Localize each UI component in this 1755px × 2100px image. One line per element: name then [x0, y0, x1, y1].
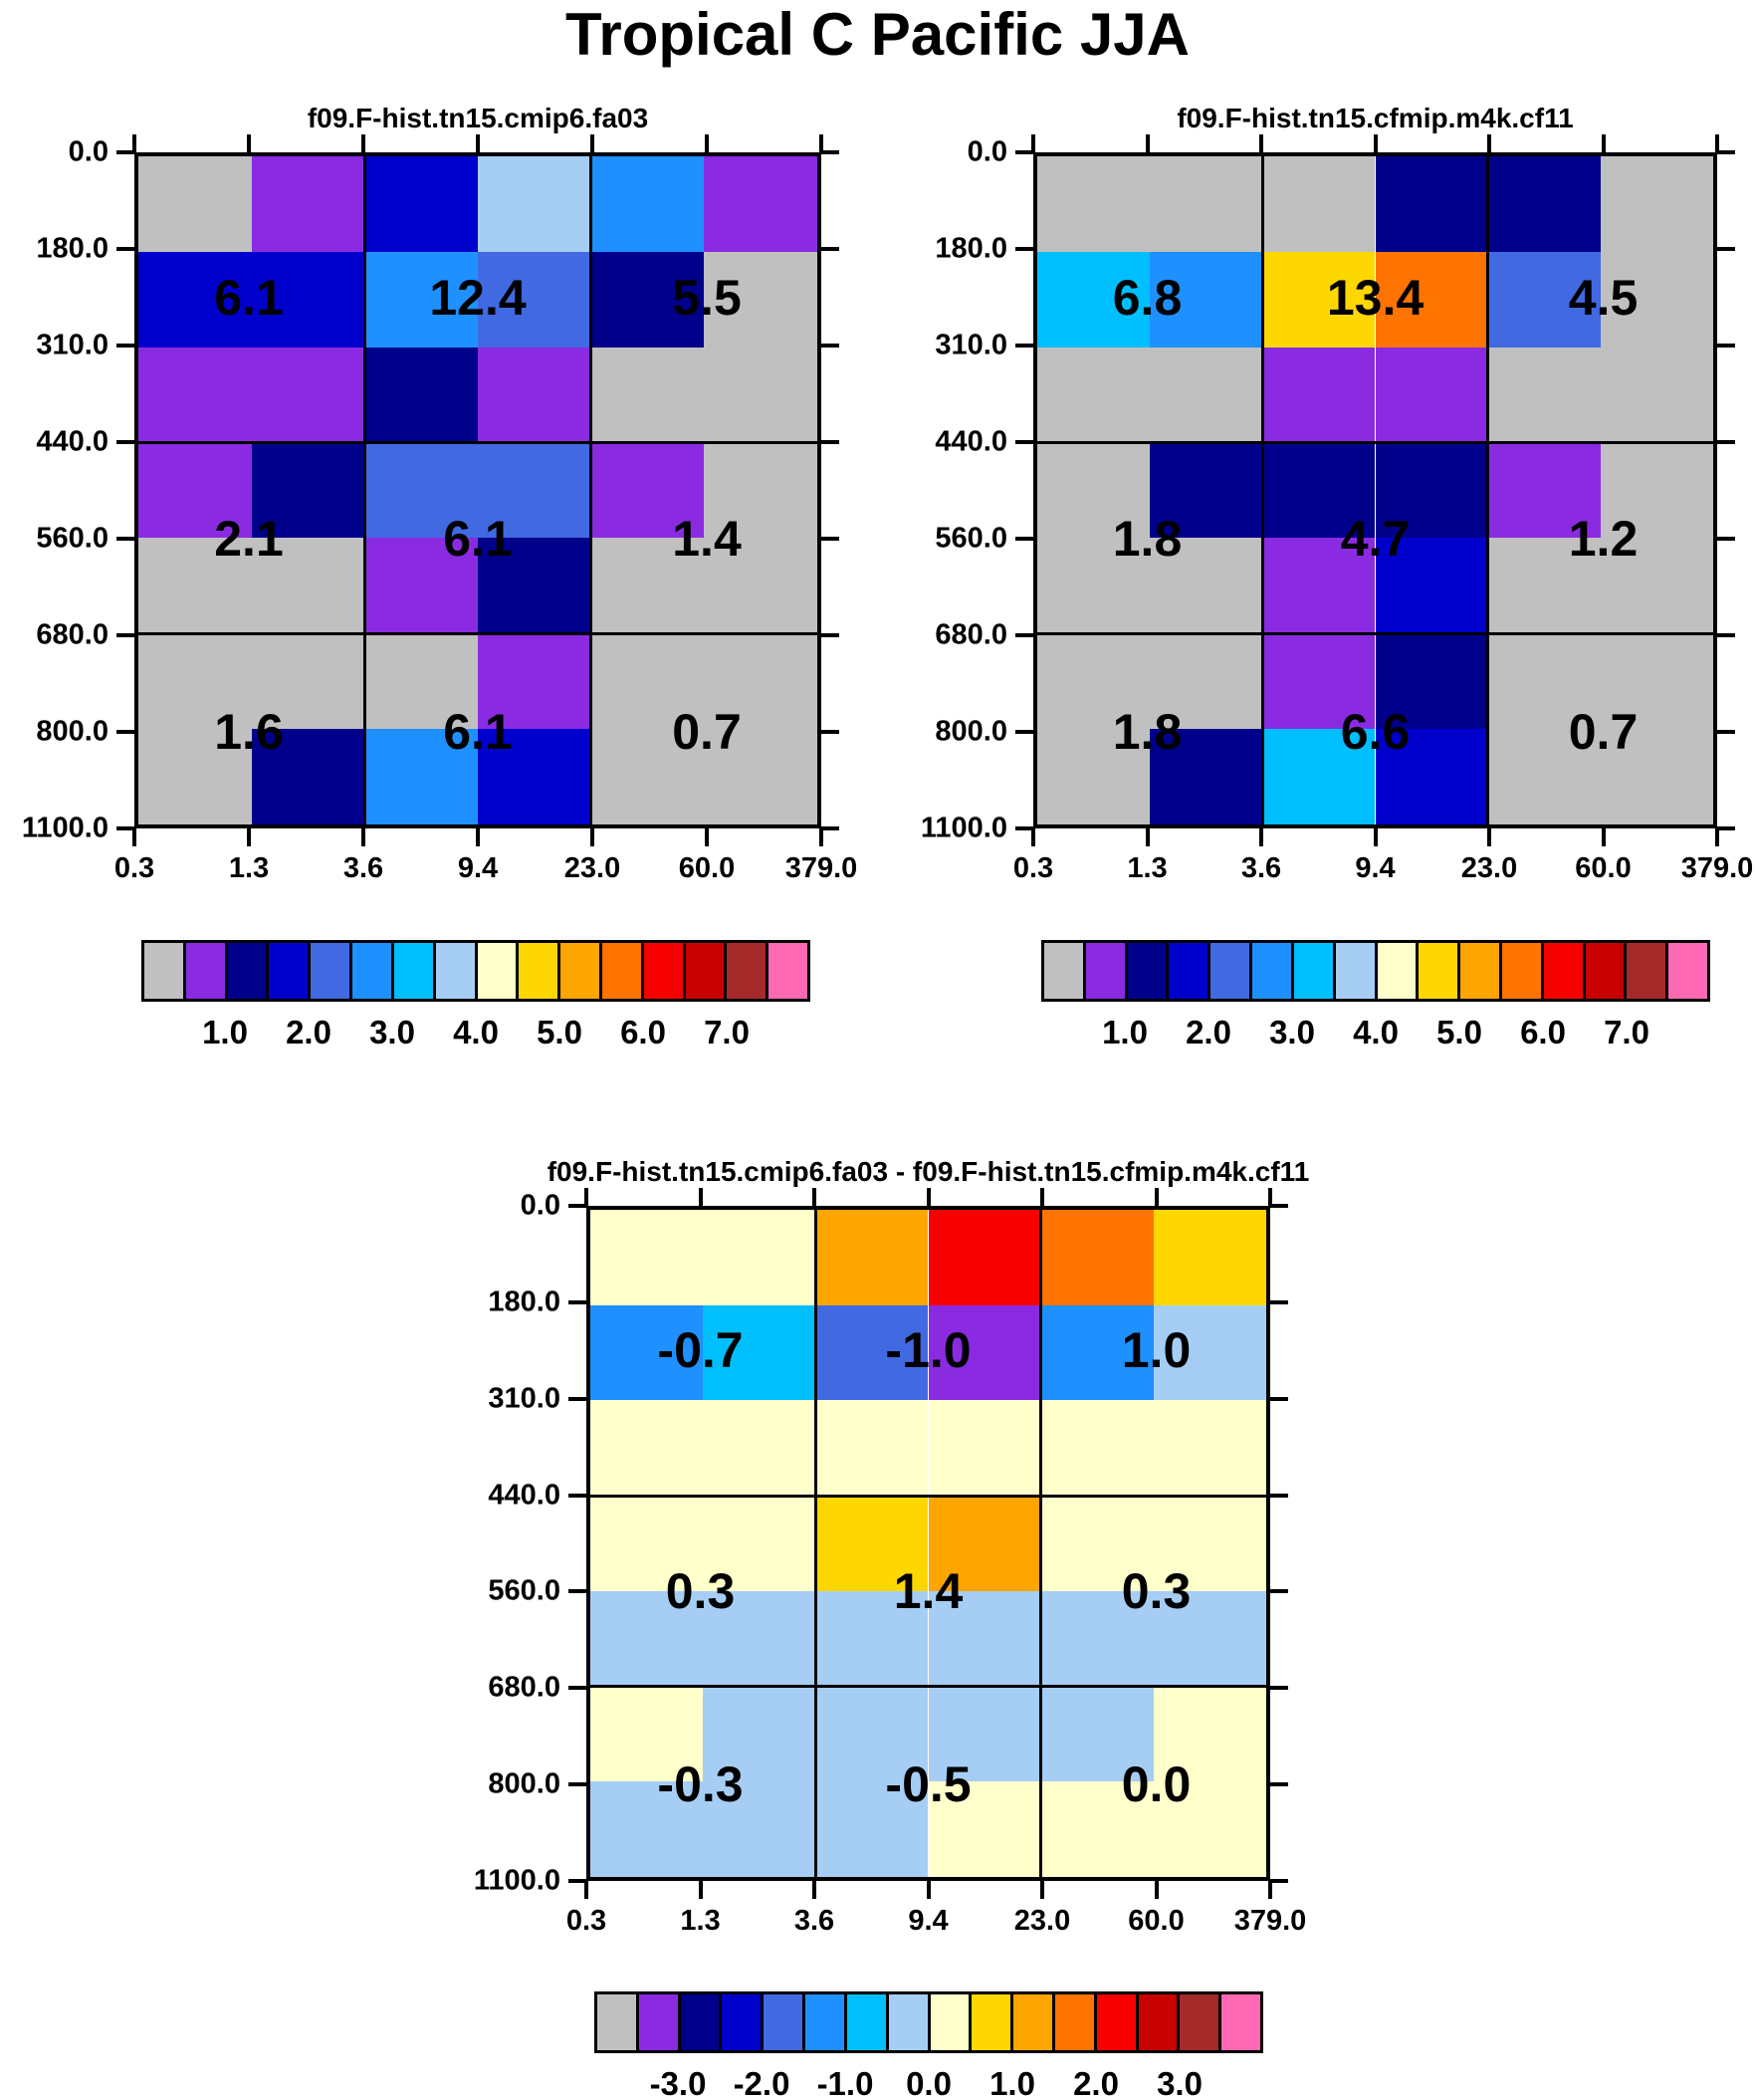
y-tick-label: 800.0: [935, 715, 1007, 748]
gridline-vertical: [1486, 156, 1489, 824]
x-tick-mark-top: [1602, 134, 1606, 152]
heatmap-cell: [1262, 348, 1375, 443]
y-tick-mark-right: [1717, 150, 1735, 154]
gridline-horizontal: [138, 632, 817, 635]
colorbar-box-orange: [560, 943, 602, 999]
colorbar-box-gold: [972, 1994, 1013, 2050]
y-tick-mark-left: [568, 1397, 586, 1401]
x-tick-label: 9.4: [457, 852, 499, 884]
colorbar-box-blue: [269, 943, 311, 999]
y-tick-mark-left: [568, 1589, 586, 1593]
heatmap-cell: [1150, 348, 1262, 443]
y-tick-label: 440.0: [36, 425, 109, 458]
y-tick-mark-left: [116, 537, 134, 541]
y-tick-mark-right: [1270, 1494, 1288, 1498]
cell-value-label: 1.6: [214, 704, 284, 760]
heatmap-cell: [1154, 1400, 1266, 1496]
colorbar-label: 3.0: [369, 1014, 415, 1050]
y-tick-label: 800.0: [488, 1767, 560, 1800]
y-tick-mark-right: [1270, 1686, 1288, 1690]
cell-value-label: 6.6: [1340, 704, 1411, 760]
x-tick-label: 9.4: [1355, 852, 1396, 884]
y-tick-mark-left: [1015, 826, 1033, 830]
y-tick-mark-left: [1015, 730, 1033, 734]
gridline-horizontal: [590, 1495, 1266, 1498]
colorbar-label: 0.0: [906, 2065, 952, 2100]
panel-title: f09.F-hist.tn15.cmip6.fa03 - f09.F-hist.tn15.cfmip.m4k.cf11: [547, 1156, 1310, 1187]
x-tick-mark-bottom: [1602, 828, 1606, 846]
cell-value-label: 6.8: [1112, 269, 1183, 326]
cell-value-label: 4.7: [1340, 511, 1411, 567]
x-tick-mark-top: [247, 134, 251, 152]
heatmap-cell: [590, 1210, 703, 1305]
y-tick-mark-left: [568, 1686, 586, 1690]
y-tick-mark-right: [1270, 1782, 1288, 1786]
colorbar-box-cream: [931, 1994, 973, 2050]
y-tick-label: 800.0: [36, 715, 109, 748]
colorbar-box-cream: [478, 943, 520, 999]
gridline-horizontal: [138, 441, 817, 444]
heatmap-cell: [591, 156, 705, 252]
x-tick-mark-top: [1155, 1188, 1159, 1206]
colorbar-label: -2.0: [733, 2065, 790, 2100]
x-tick-label: 379.0: [1680, 852, 1754, 884]
y-tick-label: 560.0: [488, 1574, 560, 1607]
y-tick-mark-left: [1015, 247, 1033, 251]
y-tick-mark-right: [1717, 633, 1735, 637]
x-tick-mark-bottom: [361, 828, 365, 846]
panel-title: f09.F-hist.tn15.cfmip.m4k.cf11: [1177, 103, 1574, 133]
heatmap-cell: [1037, 156, 1150, 252]
colorbar-label: 6.0: [1520, 1014, 1566, 1050]
colorbar-box-red: [644, 943, 686, 999]
heatmap-cell: [1041, 1400, 1154, 1496]
heatmap-cell: [138, 348, 252, 443]
colorbar-box-royal: [311, 943, 352, 999]
gridline-vertical: [363, 156, 366, 824]
y-tick-mark-left: [1015, 440, 1033, 444]
y-tick-label: 0.0: [68, 135, 109, 168]
gridline-vertical: [1039, 1210, 1042, 1877]
x-tick-mark-top: [361, 134, 365, 152]
heatmap-cell: [252, 156, 365, 252]
heatmap-cell: [1037, 348, 1150, 443]
x-tick-label: 3.6: [1240, 852, 1282, 884]
colorbar-label: 5.0: [537, 1014, 582, 1050]
colorbar-box-navy: [681, 1994, 723, 2050]
heatmap-cell: [929, 1210, 1041, 1305]
x-tick-label: 1.3: [228, 852, 270, 884]
cell-value-label: 1.2: [1568, 511, 1639, 567]
x-tick-mark-top: [476, 134, 480, 152]
y-tick-mark-right: [1270, 1397, 1288, 1401]
cell-value-label: 0.7: [1568, 704, 1639, 760]
heatmap-cell: [478, 156, 591, 252]
y-tick-mark-left: [116, 150, 134, 154]
heatmap-cell: [1154, 1210, 1266, 1305]
heatmap-cell: [929, 1400, 1041, 1496]
heatmap-cell: [1601, 348, 1713, 443]
heatmap-cell: [364, 348, 478, 443]
heatmap-cell: [364, 156, 478, 252]
gridline-vertical: [814, 1210, 817, 1877]
x-tick-mark-bottom: [1146, 828, 1150, 846]
cell-value-label: 4.5: [1568, 269, 1639, 326]
x-tick-label: 379.0: [1233, 1905, 1307, 1937]
colorbar-box-gray: [144, 943, 186, 999]
cell-value-label: 6.1: [443, 511, 513, 567]
colorbar-box-lightblue: [889, 1994, 931, 2050]
x-tick-mark-top: [1040, 1188, 1044, 1206]
colorbar-box-blue: [1169, 943, 1210, 999]
y-tick-mark-right: [1717, 440, 1735, 444]
y-tick-mark-left: [568, 1782, 586, 1786]
colorbar-box-pink: [1221, 1994, 1260, 2050]
y-tick-label: 680.0: [935, 618, 1007, 651]
heatmap-cell: [703, 1210, 815, 1305]
colorbar-box-blue: [722, 1994, 764, 2050]
x-tick-mark-bottom: [476, 828, 480, 846]
x-tick-label: 1.3: [1127, 852, 1168, 884]
x-tick-mark-top: [1487, 134, 1491, 152]
x-tick-label: 9.4: [908, 1905, 949, 1937]
colorbar-label: 2.0: [1073, 2065, 1119, 2100]
heatmap-cell: [478, 348, 591, 443]
y-tick-label: 180.0: [488, 1285, 560, 1318]
x-tick-mark-top: [590, 134, 594, 152]
gridline-horizontal: [1037, 632, 1713, 635]
x-tick-mark-top: [812, 1188, 816, 1206]
y-tick-label: 440.0: [935, 425, 1007, 458]
x-tick-mark-bottom: [1715, 828, 1719, 846]
cell-value-label: -0.5: [885, 1756, 972, 1813]
colorbar-box-orange: [1013, 1994, 1055, 2050]
y-tick-mark-left: [116, 344, 134, 348]
x-tick-mark-bottom: [1155, 1881, 1159, 1899]
x-tick-mark-bottom: [699, 1881, 703, 1899]
colorbar: [1041, 940, 1710, 1002]
colorbar-label: 7.0: [1604, 1014, 1649, 1050]
colorbar-box-gray: [1044, 943, 1086, 999]
colorbar-box-brown: [1180, 1994, 1221, 2050]
colorbar-label: 1.0: [989, 2065, 1035, 2100]
colorbar-label: 6.0: [620, 1014, 666, 1050]
heatmap-cell: [1376, 156, 1488, 252]
heatmap-cell: [815, 1210, 928, 1305]
cell-value-label: -0.7: [657, 1322, 744, 1379]
y-tick-mark-right: [1717, 344, 1735, 348]
colorbar-label: 4.0: [453, 1014, 499, 1050]
colorbar-box-brown: [1627, 943, 1668, 999]
colorbar-box-deepsky: [847, 1994, 889, 2050]
x-tick-mark-top: [705, 134, 709, 152]
colorbar-label: 1.0: [1102, 1014, 1148, 1050]
x-tick-label: 60.0: [1575, 852, 1632, 884]
x-tick-mark-bottom: [1031, 828, 1035, 846]
y-tick-mark-right: [1270, 1300, 1288, 1304]
heatmap-cell: [1150, 156, 1262, 252]
colorbar-box-gray: [597, 1994, 639, 2050]
colorbar-box-cream: [1378, 943, 1420, 999]
cell-value-label: 0.3: [665, 1563, 736, 1620]
x-tick-label: 3.6: [342, 852, 384, 884]
colorbar-label: 5.0: [1436, 1014, 1482, 1050]
heatmap-cell: [590, 1400, 703, 1496]
colorbar-box-royal: [1210, 943, 1252, 999]
cell-value-label: 0.7: [672, 704, 742, 760]
y-tick-label: 180.0: [36, 232, 109, 265]
x-tick-mark-bottom: [247, 828, 251, 846]
y-tick-mark-left: [568, 1204, 586, 1208]
y-tick-mark-right: [1717, 247, 1735, 251]
colorbar-label: 3.0: [1157, 2065, 1203, 2100]
colorbar-box-red: [1544, 943, 1586, 999]
colorbar: [594, 1991, 1263, 2053]
y-tick-mark-right: [1717, 826, 1735, 830]
main-title: Tropical C Pacific JJA: [565, 1, 1190, 68]
colorbar-box-red: [1097, 1994, 1139, 2050]
y-tick-label: 680.0: [36, 618, 109, 651]
y-tick-label: 310.0: [488, 1382, 560, 1415]
x-tick-label: 0.3: [1012, 852, 1054, 884]
y-tick-mark-right: [1270, 1879, 1288, 1883]
colorbar-label: 2.0: [1186, 1014, 1231, 1050]
heatmap-cell: [1041, 1210, 1154, 1305]
x-tick-mark-bottom: [584, 1881, 588, 1899]
x-tick-mark-bottom: [132, 828, 136, 846]
colorbar-box-navy: [228, 943, 270, 999]
heatmap-cell: [1488, 348, 1601, 443]
heatmap-cell: [815, 1400, 928, 1496]
x-tick-mark-bottom: [1268, 1881, 1272, 1899]
cell-value-label: 1.4: [893, 1563, 964, 1620]
colorbar-label: 4.0: [1353, 1014, 1399, 1050]
x-tick-mark-bottom: [705, 828, 709, 846]
x-tick-label: 0.3: [113, 852, 155, 884]
cell-value-label: 6.1: [443, 704, 513, 760]
cell-value-label: 2.1: [214, 511, 284, 567]
gridline-horizontal: [590, 1685, 1266, 1688]
heatmap-cell: [1488, 156, 1601, 252]
colorbar-box-pink: [768, 943, 807, 999]
cell-value-label: 1.8: [1112, 704, 1183, 760]
cell-value-label: 6.1: [214, 269, 284, 326]
gridline-vertical: [589, 156, 592, 824]
x-tick-mark-top: [1374, 134, 1378, 152]
colorbar-box-dodger: [1252, 943, 1294, 999]
colorbar-box-lightblue: [1336, 943, 1378, 999]
cell-value-label: 0.0: [1121, 1756, 1192, 1813]
x-tick-mark-bottom: [1487, 828, 1491, 846]
y-tick-mark-left: [116, 633, 134, 637]
colorbar-label: 2.0: [286, 1014, 331, 1050]
y-tick-label: 560.0: [36, 522, 109, 555]
y-tick-mark-left: [1015, 633, 1033, 637]
y-tick-label: 310.0: [36, 329, 109, 361]
x-tick-mark-bottom: [1040, 1881, 1044, 1899]
colorbar-box-brown: [727, 943, 768, 999]
y-tick-mark-left: [568, 1300, 586, 1304]
x-tick-label: 60.0: [678, 852, 736, 884]
y-tick-mark-left: [116, 730, 134, 734]
cell-value-label: 1.0: [1121, 1322, 1192, 1379]
x-tick-mark-top: [1146, 134, 1150, 152]
colorbar-box-deepsky: [1294, 943, 1336, 999]
colorbar-box-purple: [1086, 943, 1128, 999]
colorbar-box-gold: [1419, 943, 1460, 999]
gridline-vertical: [1261, 156, 1264, 824]
colorbar-label: 1.0: [202, 1014, 248, 1050]
heatmap-cell: [138, 156, 252, 252]
cell-value-label: 13.4: [1326, 269, 1425, 326]
colorbar-box-navy: [1128, 943, 1170, 999]
x-tick-label: 60.0: [1128, 1905, 1185, 1937]
colorbar-label: 3.0: [1269, 1014, 1315, 1050]
heatmap-cell: [1376, 348, 1488, 443]
colorbar-label: -1.0: [816, 2065, 874, 2100]
y-tick-mark-right: [1270, 1204, 1288, 1208]
cell-value-label: 1.4: [672, 511, 742, 567]
colorbar-label: -3.0: [649, 2065, 707, 2100]
y-tick-mark-right: [1717, 730, 1735, 734]
y-tick-label: 680.0: [488, 1671, 560, 1704]
colorbar-box-deepsky: [394, 943, 436, 999]
colorbar-box-darkred: [1586, 943, 1628, 999]
x-tick-label: 1.3: [680, 1905, 721, 1937]
colorbar-box-darkorange: [1502, 943, 1544, 999]
cell-value-label: 12.4: [429, 269, 527, 326]
x-tick-label: 379.0: [784, 852, 858, 884]
x-tick-mark-top: [699, 1188, 703, 1206]
colorbar-box-purple: [186, 943, 228, 999]
y-tick-mark-left: [1015, 150, 1033, 154]
cell-value-label: -1.0: [885, 1322, 972, 1379]
colorbar-box-royal: [764, 1994, 805, 2050]
heatmap-cell: [1601, 156, 1713, 252]
heatmap-cell: [703, 1400, 815, 1496]
y-tick-label: 1100.0: [21, 812, 109, 844]
colorbar: [141, 940, 810, 1002]
y-tick-mark-right: [1270, 1589, 1288, 1593]
y-tick-label: 440.0: [488, 1479, 560, 1512]
y-tick-label: 560.0: [935, 522, 1007, 555]
y-tick-label: 1100.0: [473, 1864, 560, 1897]
heatmap-cell: [591, 348, 705, 443]
y-tick-mark-left: [1015, 344, 1033, 348]
colorbar-label: 7.0: [704, 1014, 750, 1050]
x-tick-mark-bottom: [1374, 828, 1378, 846]
x-tick-mark-top: [927, 1188, 931, 1206]
x-tick-mark-top: [1259, 134, 1263, 152]
x-tick-label: 23.0: [1460, 852, 1518, 884]
colorbar-box-lightblue: [436, 943, 478, 999]
colorbar-box-pink: [1668, 943, 1707, 999]
colorbar-box-purple: [639, 1994, 681, 2050]
x-tick-mark-bottom: [812, 1881, 816, 1899]
colorbar-box-darkred: [686, 943, 728, 999]
y-tick-mark-left: [568, 1879, 586, 1883]
y-tick-label: 1100.0: [920, 812, 1007, 844]
heatmap-cell: [1262, 156, 1375, 252]
x-tick-mark-bottom: [590, 828, 594, 846]
x-tick-mark-bottom: [1259, 828, 1263, 846]
colorbar-box-darkred: [1139, 1994, 1181, 2050]
y-tick-mark-left: [116, 247, 134, 251]
x-tick-mark-bottom: [927, 1881, 931, 1899]
x-tick-label: 3.6: [793, 1905, 835, 1937]
cell-value-label: 1.8: [1112, 511, 1183, 567]
heatmap-cell: [252, 348, 365, 443]
colorbar-box-dodger: [352, 943, 394, 999]
y-tick-mark-left: [116, 440, 134, 444]
y-tick-label: 180.0: [935, 232, 1007, 265]
panel-title: f09.F-hist.tn15.cmip6.fa03: [307, 103, 649, 133]
x-tick-label: 23.0: [563, 852, 621, 884]
colorbar-box-darkorange: [602, 943, 644, 999]
y-tick-mark-left: [116, 826, 134, 830]
y-tick-label: 0.0: [967, 135, 1007, 168]
cell-value-label: 0.3: [1121, 1563, 1192, 1620]
cell-value-label: 5.5: [672, 269, 742, 326]
y-tick-mark-left: [568, 1494, 586, 1498]
y-tick-mark-right: [1717, 537, 1735, 541]
x-tick-label: 23.0: [1013, 1905, 1071, 1937]
gridline-horizontal: [1037, 441, 1713, 444]
y-tick-label: 310.0: [935, 329, 1007, 361]
colorbar-box-gold: [519, 943, 560, 999]
colorbar-box-dodger: [805, 1994, 847, 2050]
colorbar-box-orange: [1460, 943, 1502, 999]
x-tick-label: 0.3: [565, 1905, 607, 1937]
y-tick-mark-left: [1015, 537, 1033, 541]
y-tick-label: 0.0: [520, 1189, 560, 1222]
cell-value-label: -0.3: [657, 1756, 744, 1813]
colorbar-box-darkorange: [1055, 1994, 1097, 2050]
